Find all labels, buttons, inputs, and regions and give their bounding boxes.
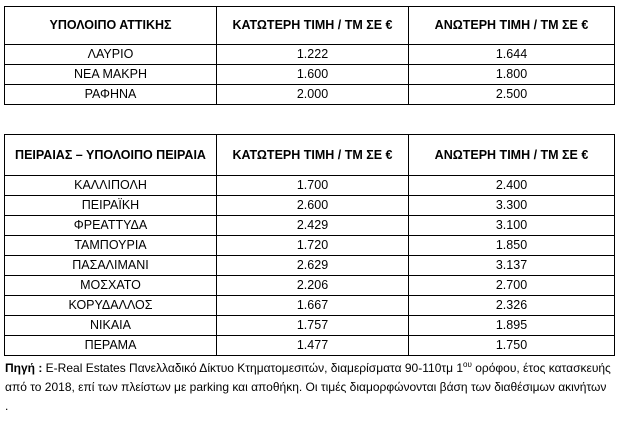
table-row — [5, 236, 615, 256]
max-price-cell: 2.326 — [409, 296, 615, 316]
min-price-column-header: ΚΑΤΩΤΕΡΗ ΤΙΜΗ / ΤΜ ΣΕ € — [217, 135, 409, 176]
min-price-cell: 2.629 — [217, 256, 409, 276]
piraeus-price-table — [4, 134, 615, 356]
min-price-cell: 2.429 — [217, 216, 409, 236]
source-label: Πηγή : — [5, 361, 43, 375]
min-price-cell: 2.600 — [217, 196, 409, 216]
area-cell: ΝΕΑ ΜΑΚΡΗ — [5, 65, 217, 85]
max-price-cell: 2.500 — [409, 85, 615, 105]
table-row — [5, 336, 615, 356]
min-price-column-header: ΚΑΤΩΤΕΡΗ ΤΙΜΗ / ΤΜ ΣΕ € — [217, 7, 409, 45]
min-price-cell: 1.720 — [217, 236, 409, 256]
max-price-cell: 1.750 — [409, 336, 615, 356]
table-row — [5, 316, 615, 336]
max-price-cell: 3.137 — [409, 256, 615, 276]
table-row — [5, 196, 615, 216]
source-text: E-Real Estates Πανελλαδικό Δίκτυο Κτηματομεσιτών, διαμερίσματα 90-110τμ 1 — [42, 361, 464, 375]
min-price-cell: 1.757 — [217, 316, 409, 336]
area-column-header: ΠΕΙΡΑΙΑΣ – ΥΠΟΛΟΙΠΟ ΠΕΙΡΑΙΑ — [5, 135, 217, 176]
max-price-cell: 3.300 — [409, 196, 615, 216]
area-column-header: ΥΠΟΛΟΙΠΟ ΑΤΤΙΚΗΣ — [5, 7, 217, 45]
table-header-row — [5, 135, 615, 176]
area-cell: ΠΑΣΑΛΙΜΑΝΙ — [5, 256, 217, 276]
min-price-cell: 2.000 — [217, 85, 409, 105]
table-row — [5, 276, 615, 296]
area-cell: ΜΟΣΧΑΤΟ — [5, 276, 217, 296]
area-cell: ΤΑΜΠΟΥΡΙΑ — [5, 236, 217, 256]
area-cell: ΦΡΕΑΤΤΥΔΑ — [5, 216, 217, 236]
max-price-column-header: ΑΝΩΤΕΡΗ ΤΙΜΗ / ΤΜ ΣΕ € — [409, 135, 615, 176]
area-cell: ΠΕΡΑΜΑ — [5, 336, 217, 356]
max-price-column-header: ΑΝΩΤΕΡΗ ΤΙΜΗ / ΤΜ ΣΕ € — [409, 7, 615, 45]
source-text-continued: ορόφου, έτος κατασκευής από το 2018, επί των πλείστων με parking και αποθήκη. Οι τιμές διαμορφώνονται βάση των διαθέσιμων ακινήτων . — [5, 361, 611, 413]
area-cell: ΠΕΙΡΑΪΚΗ — [5, 196, 217, 216]
max-price-cell: 2.400 — [409, 176, 615, 196]
max-price-cell: 1.850 — [409, 236, 615, 256]
attica-price-table — [4, 6, 615, 105]
max-price-cell: 1.895 — [409, 316, 615, 336]
min-price-cell: 1.667 — [217, 296, 409, 316]
table-row — [5, 296, 615, 316]
table-row — [5, 45, 615, 65]
table-row — [5, 176, 615, 196]
min-price-cell: 1.222 — [217, 45, 409, 65]
table-row — [5, 85, 615, 105]
area-cell: ΡΑΦΗΝΑ — [5, 85, 217, 105]
area-cell: ΝΙΚΑΙΑ — [5, 316, 217, 336]
table-row — [5, 65, 615, 85]
min-price-cell: 1.477 — [217, 336, 409, 356]
table-header-row — [5, 7, 615, 45]
max-price-cell: 1.800 — [409, 65, 615, 85]
source-note — [5, 359, 613, 416]
max-price-cell: 3.100 — [409, 216, 615, 236]
floor-ordinal-superscript: ου — [463, 360, 472, 369]
table-row — [5, 256, 615, 276]
max-price-cell: 2.700 — [409, 276, 615, 296]
area-cell: ΚΑΛΛΙΠΟΛΗ — [5, 176, 217, 196]
area-cell: ΚΟΡΥΔΑΛΛΟΣ — [5, 296, 217, 316]
min-price-cell: 1.700 — [217, 176, 409, 196]
min-price-cell: 2.206 — [217, 276, 409, 296]
area-cell: ΛΑΥΡΙΟ — [5, 45, 217, 65]
min-price-cell: 1.600 — [217, 65, 409, 85]
max-price-cell: 1.644 — [409, 45, 615, 65]
table-row — [5, 216, 615, 236]
